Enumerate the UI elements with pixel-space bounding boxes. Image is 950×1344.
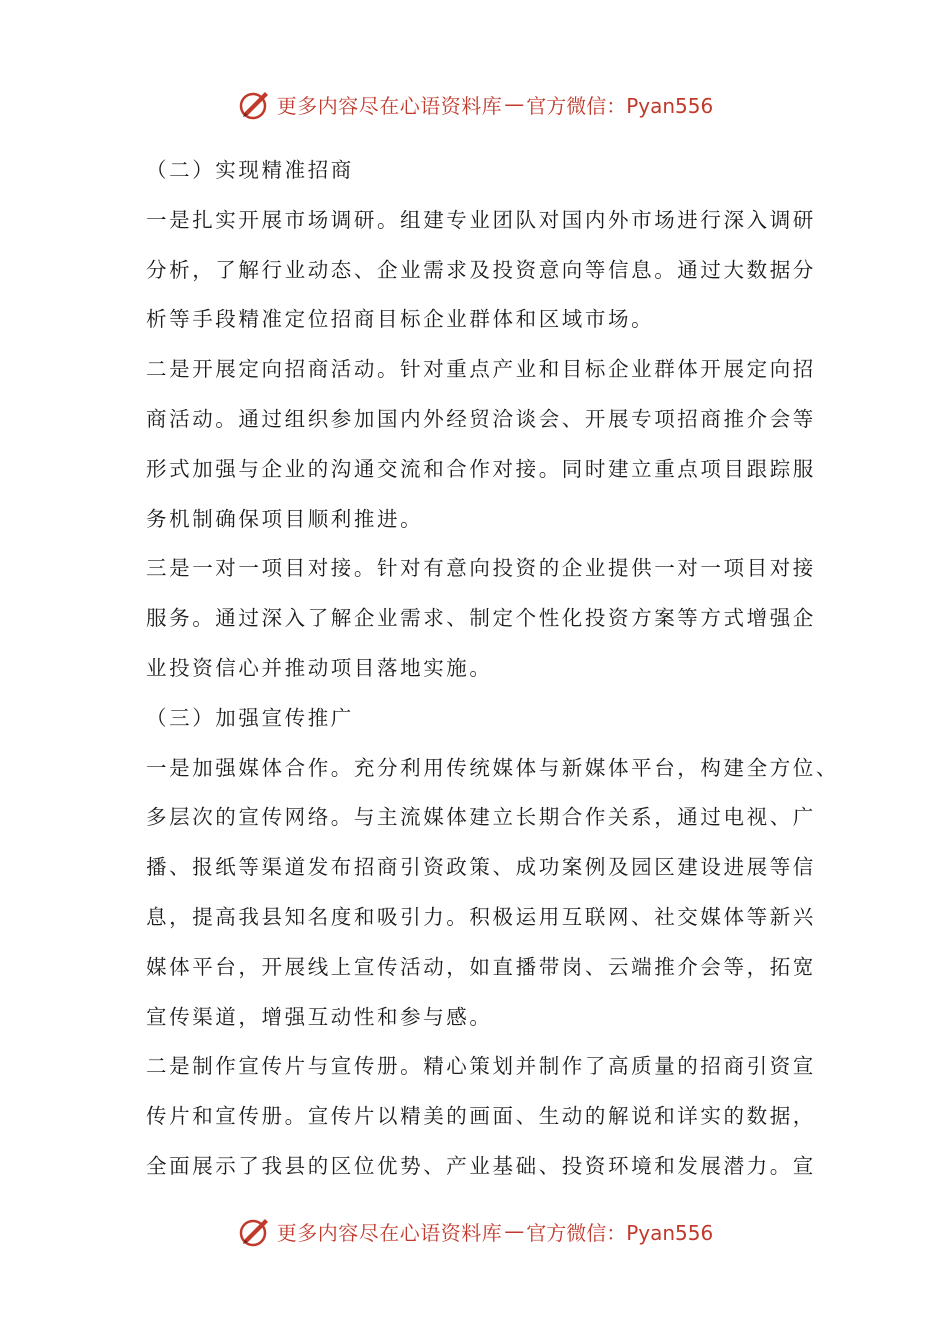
footer-banner-text: 更多内容尽在心语资料库 xyxy=(276,1220,503,1245)
body-line: 商活动。通过组织参加国内外经贸洽谈会、开展专项招商推介会等 xyxy=(146,406,816,431)
body-line: 分析，了解行业动态、企业需求及投资意向等信息。通过大数据分 xyxy=(146,257,816,282)
body-line: 一是加强媒体合作。充分利用传统媒体与新媒体平台，构建全方位、 xyxy=(146,755,839,780)
body-line: 二是开展定向招商活动。针对重点产业和目标企业群体开展定向招 xyxy=(146,357,816,382)
header-banner xyxy=(0,82,950,126)
header-banner-text: 更多内容尽在心语资料库 xyxy=(276,93,503,118)
section-heading: （二）实现精准招商 xyxy=(146,158,354,182)
body-line: 务机制确保项目顺利推进。 xyxy=(146,506,424,531)
body-line: 三是一对一项目对接。针对有意向投资的企业提供一对一项目对接 xyxy=(146,556,816,581)
body-line: 服务。通过深入了解企业需求、制定个性化投资方案等方式增强企 xyxy=(146,606,816,631)
footer-banner-contact: 官方微信：Pyan556 xyxy=(526,1220,714,1245)
section-heading: （三）加强宣传推广 xyxy=(146,705,354,730)
body-line: 形式加强与企业的沟通交流和合作对接。同时建立重点项目跟踪服 xyxy=(146,456,816,481)
footer-banner-separator: — xyxy=(504,1219,525,1243)
pen-logo-icon xyxy=(237,86,273,122)
body-line: 析等手段精准定位招商目标企业群体和区域市场。 xyxy=(146,307,655,332)
header-banner-contact: 官方微信：Pyan556 xyxy=(526,93,714,118)
body-line: 一是扎实开展市场调研。组建专业团队对国内外市场进行深入调研 xyxy=(146,207,816,232)
body-line: 业投资信心并推动项目落地实施。 xyxy=(146,655,493,680)
body-line: 全面展示了我县的区位优势、产业基础、投资环境和发展潜力。宣 xyxy=(146,1153,816,1178)
body-line: 媒体平台，开展线上宣传活动，如直播带岗、云端推介会等，拓宽 xyxy=(146,954,816,979)
pen-logo-icon xyxy=(237,1213,273,1249)
body-line: 息，提高我县知名度和吸引力。积极运用互联网、社交媒体等新兴 xyxy=(146,904,816,929)
header-banner-separator: — xyxy=(504,92,525,116)
body-line: 宣传渠道，增强互动性和参与感。 xyxy=(146,1004,493,1029)
body-line: 多层次的宣传网络。与主流媒体建立长期合作关系，通过电视、广 xyxy=(146,805,816,830)
body-line: 二是制作宣传片与宣传册。精心策划并制作了高质量的招商引资宣 xyxy=(146,1054,816,1079)
document-body xyxy=(146,146,839,1192)
footer-banner xyxy=(0,1209,950,1253)
body-line: 播、报纸等渠道发布招商引资政策、成功案例及园区建设进展等信 xyxy=(146,855,816,880)
body-line: 传片和宣传册。宣传片以精美的画面、生动的解说和详实的数据， xyxy=(146,1104,816,1129)
